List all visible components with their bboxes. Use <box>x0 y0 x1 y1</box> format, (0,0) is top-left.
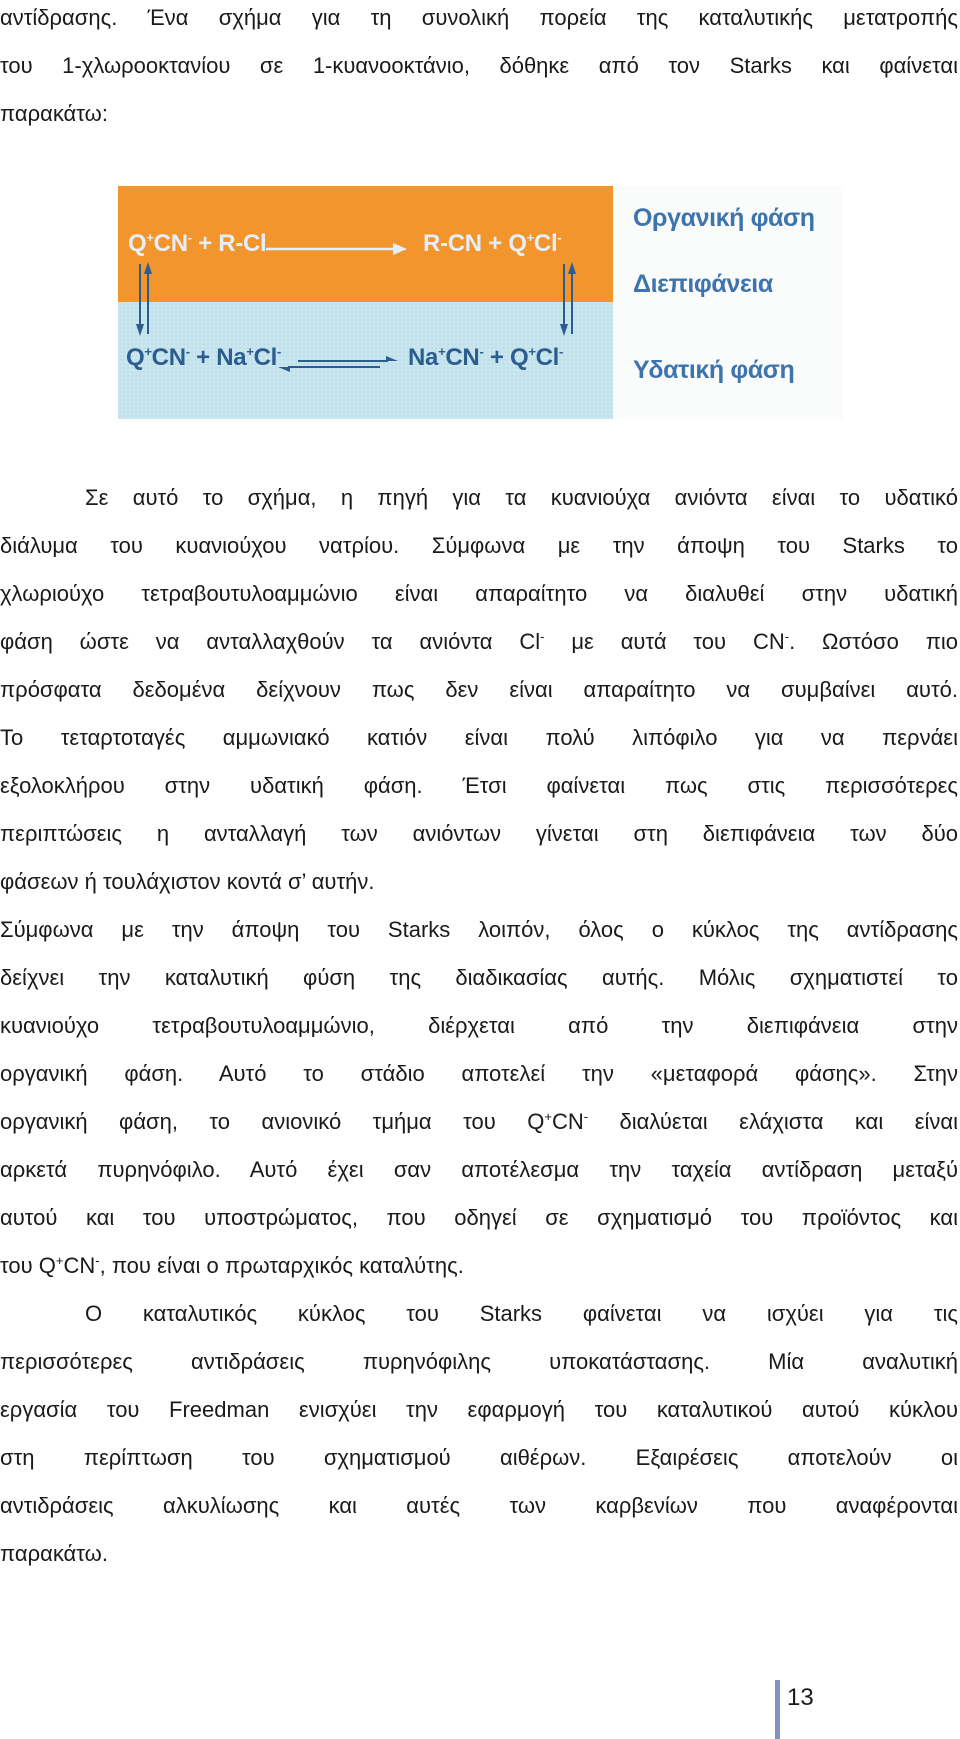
text-line: χλωριούχο τετραβουτυλοαμμώνιο είναι απαραίτητο να διαλυθεί στην υδατική <box>0 581 958 606</box>
paragraph-2 <box>0 906 958 1290</box>
text-line: φάση ώστε να ανταλλαχθούν τα ανιόντα Cl- με αυτά του CN-. Ωστόσο πιο <box>0 629 958 654</box>
aqueous-right-equation: Na+CN- + Q+Cl- <box>408 344 564 371</box>
paragraph-1 <box>0 474 958 906</box>
text-line: εργασία του Freedman ενισχύει την εφαρμογή του καταλυτικού αυτού κύκλου <box>0 1397 958 1422</box>
text-line: Σε αυτό το σχήμα, η πηγή για τα κυανιούχα ανιόντα είναι το υδατικό <box>85 485 958 510</box>
text-line: αντιδράσεις αλκυλίωσης και αυτές των καρβενίων που αναφέρονται <box>0 1493 958 1518</box>
text-line: εξολοκλήρου στην υδατική φάση. Έτσι φαίνεται πως στις περισσότερες <box>0 773 958 798</box>
text-line: διάλυμα του κυανιούχου νατρίου. Σύμφωνα με την άποψη του Starks το <box>0 533 958 558</box>
organic-phase-label: Οργανική φάση <box>633 204 815 232</box>
forward-arrowhead <box>393 243 407 255</box>
text-line: περισσότερες αντιδράσεις πυρηνόφιλης υποκατάστασης. Μία αναλυτική <box>0 1349 958 1374</box>
text-line: αντίδρασης. Ένα σχήμα για τη συνολική πορεία της καταλυτικής μετατροπής <box>0 5 958 30</box>
text-line: Ο καταλυτικός κύκλος του Starks φαίνεται να ισχύει για τις <box>85 1301 958 1326</box>
interface-label: Διεπιφάνεια <box>633 270 773 298</box>
text-line: αρκετά πυρηνόφιλο. Αυτό έχει σαν αποτέλεσμα την ταχεία αντίδραση μεταξύ <box>0 1157 958 1182</box>
text-line: οργανική φάση, το ανιονικό τμήμα του Q+CN- διαλύεται ελάχιστα και είναι <box>0 1109 959 1134</box>
intro-paragraph <box>0 0 958 138</box>
aqueous-left-equation: Q+CN- + Na+Cl- <box>126 344 282 371</box>
text-line: περιπτώσεις η ανταλλαγή των ανιόντων γίνεται στη διεπιφάνεια των δύο <box>0 821 958 846</box>
text-line: κυανιούχο τετραβουτυλοαμμώνιο, διέρχεται από την διεπιφάνεια στην <box>0 1013 958 1038</box>
text-line: παρακάτω: <box>0 101 108 126</box>
organic-right-equation: R-CN + Q+Cl- <box>423 230 562 257</box>
text-line: Σύμφωνα με την άποψη του Starks λοιπόν, όλος ο κύκλος της αντίδρασης <box>0 917 958 942</box>
page-number: 13 <box>787 1684 814 1711</box>
text-line: του Q+CN-, που είναι ο πρωταρχικός καταλύτης. <box>0 1253 464 1278</box>
text-line: δείχνει την καταλυτική φύση της διαδικασίας αυτής. Μόλις σχηματιστεί το <box>0 965 958 990</box>
text-line: οργανική φάση. Αυτό το στάδιο αποτελεί την «μεταφορά φάσης». Στην <box>0 1061 958 1086</box>
text-line: παρακάτω. <box>0 1541 108 1566</box>
organic-left-equation: Q+CN- + R-Cl <box>128 230 267 257</box>
aqueous-phase-label: Υδατική φάση <box>633 356 795 384</box>
text-line: αυτού και του υποστρώματος, που οδηγεί σε σχηματισμό του προϊόντος και <box>0 1205 958 1230</box>
text-line: Το τεταρτοταγές αμμωνιακό κατιόν είναι πολύ λιπόφιλο για να περνάει <box>0 725 958 750</box>
text-line: του 1-χλωροοκτανίου σε 1-κυανοοκτάνιο, δόθηκε από τον Starks και φαίνεται <box>0 53 958 78</box>
starks-mechanism-figure <box>118 186 843 419</box>
text-line: στη περίπτωση του σχηματισμού αιθέρων. Εξαιρέσεις αποτελούν οι <box>0 1445 958 1470</box>
text-line: φάσεων ή τουλάχιστον κοντά σ’ αυτήν. <box>0 869 375 894</box>
page-number-bar <box>775 1680 780 1739</box>
paragraph-3 <box>0 1290 958 1578</box>
text-line: πρόσφατα δεδομένα δείχνουν πως δεν είναι απαραίτητο να συμβαίνει αυτό. <box>0 677 958 702</box>
